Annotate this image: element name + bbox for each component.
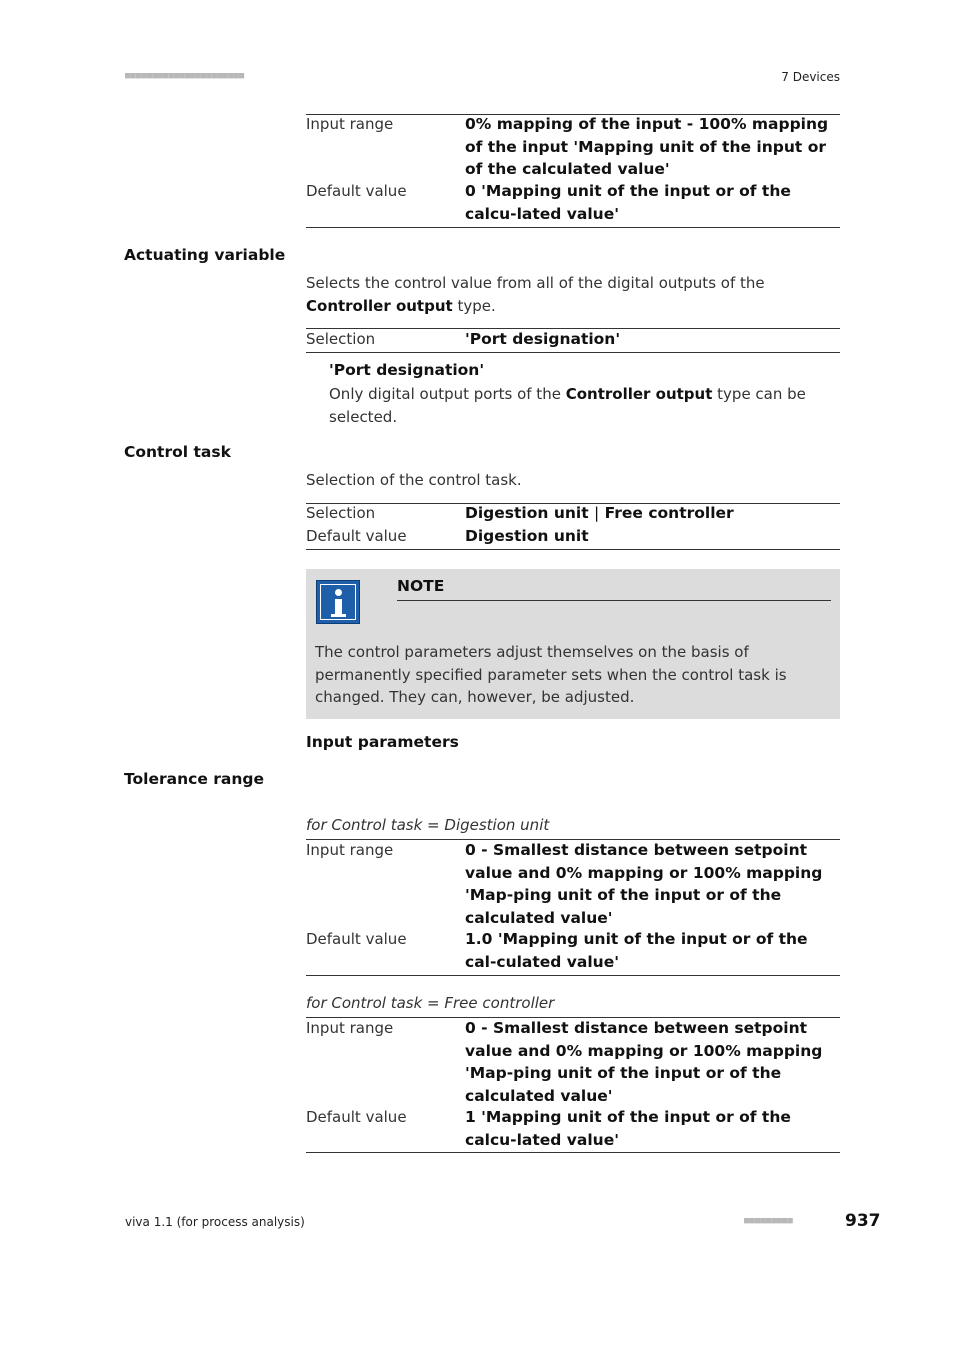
option-title: 'Port designation': [329, 361, 485, 379]
input-range-label: Input range: [306, 115, 394, 133]
footer-product-name: viva 1.1 (for process analysis): [125, 1215, 305, 1229]
footer-decoration: ■■■■■■■■■: [744, 1216, 793, 1226]
chapter-title: 7 Devices: [781, 70, 840, 84]
case-label-free-controller: for Control task = Free controller: [306, 994, 555, 1012]
input-range-value: 0% mapping of the input - 100% mapping of the input 'Mapping unit of the input or of the calculated value': [465, 115, 829, 178]
note-text: The control parameters adjust themselves on the basis of permanently specified parameter sets when the control task is changed. They can, however, be adjusted.: [315, 643, 787, 706]
note-divider: [397, 600, 831, 601]
table-bottom-rule: [306, 549, 840, 550]
selection-value: Digestion unit | Free controller: [465, 504, 734, 522]
actuating-description: Selects the control value from all of the digital outputs of the Controller output type.: [306, 274, 765, 315]
table-bottom-rule: [306, 975, 840, 976]
default-value: 0 'Mapping unit of the input or of the calcu-lated value': [465, 182, 791, 223]
default-value: 1 'Mapping unit of the input or of the calcu-lated value': [465, 1108, 791, 1149]
input-range-label: Input range: [306, 841, 394, 859]
table-bottom-rule: [306, 227, 840, 228]
table-bottom-rule: [306, 1152, 840, 1153]
default-value: Digestion unit: [465, 527, 589, 545]
input-range-value: 0 - Smallest distance between setpoint value and 0% mapping or 100% mapping 'Map-ping unit of the input or of the calculated value': [465, 1019, 823, 1105]
case-label-digestion-unit: for Control task = Digestion unit: [306, 816, 550, 834]
default-value: 1.0 'Mapping unit of the input or of the cal-culated value': [465, 930, 808, 971]
default-value-label: Default value: [306, 930, 407, 948]
table-bottom-rule: [306, 352, 840, 353]
selection-value: 'Port designation': [465, 330, 621, 348]
note-title: NOTE: [397, 577, 445, 595]
header-decoration: ■■■■■■■■■■■■■■■■■■■■■■: [125, 71, 245, 81]
option-description: Only digital output ports of the Controller output type can be selected.: [329, 385, 806, 426]
subsection-title-input-parameters: Input parameters: [306, 733, 459, 751]
default-value-label: Default value: [306, 182, 407, 200]
input-range-label: Input range: [306, 1019, 394, 1037]
input-range-value: 0 - Smallest distance between setpoint value and 0% mapping or 100% mapping 'Map-ping unit of the input or of the calculated value': [465, 841, 823, 927]
section-title-control-task: Control task: [124, 443, 231, 461]
section-title-tolerance-range: Tolerance range: [124, 770, 264, 788]
page-number: 937: [845, 1211, 881, 1231]
selection-label: Selection: [306, 330, 376, 348]
selection-label: Selection: [306, 504, 376, 522]
info-icon: [316, 580, 360, 624]
section-title-actuating-variable: Actuating variable: [124, 246, 286, 264]
control-task-description: Selection of the control task.: [306, 471, 522, 489]
default-value-label: Default value: [306, 527, 407, 545]
default-value-label: Default value: [306, 1108, 407, 1126]
